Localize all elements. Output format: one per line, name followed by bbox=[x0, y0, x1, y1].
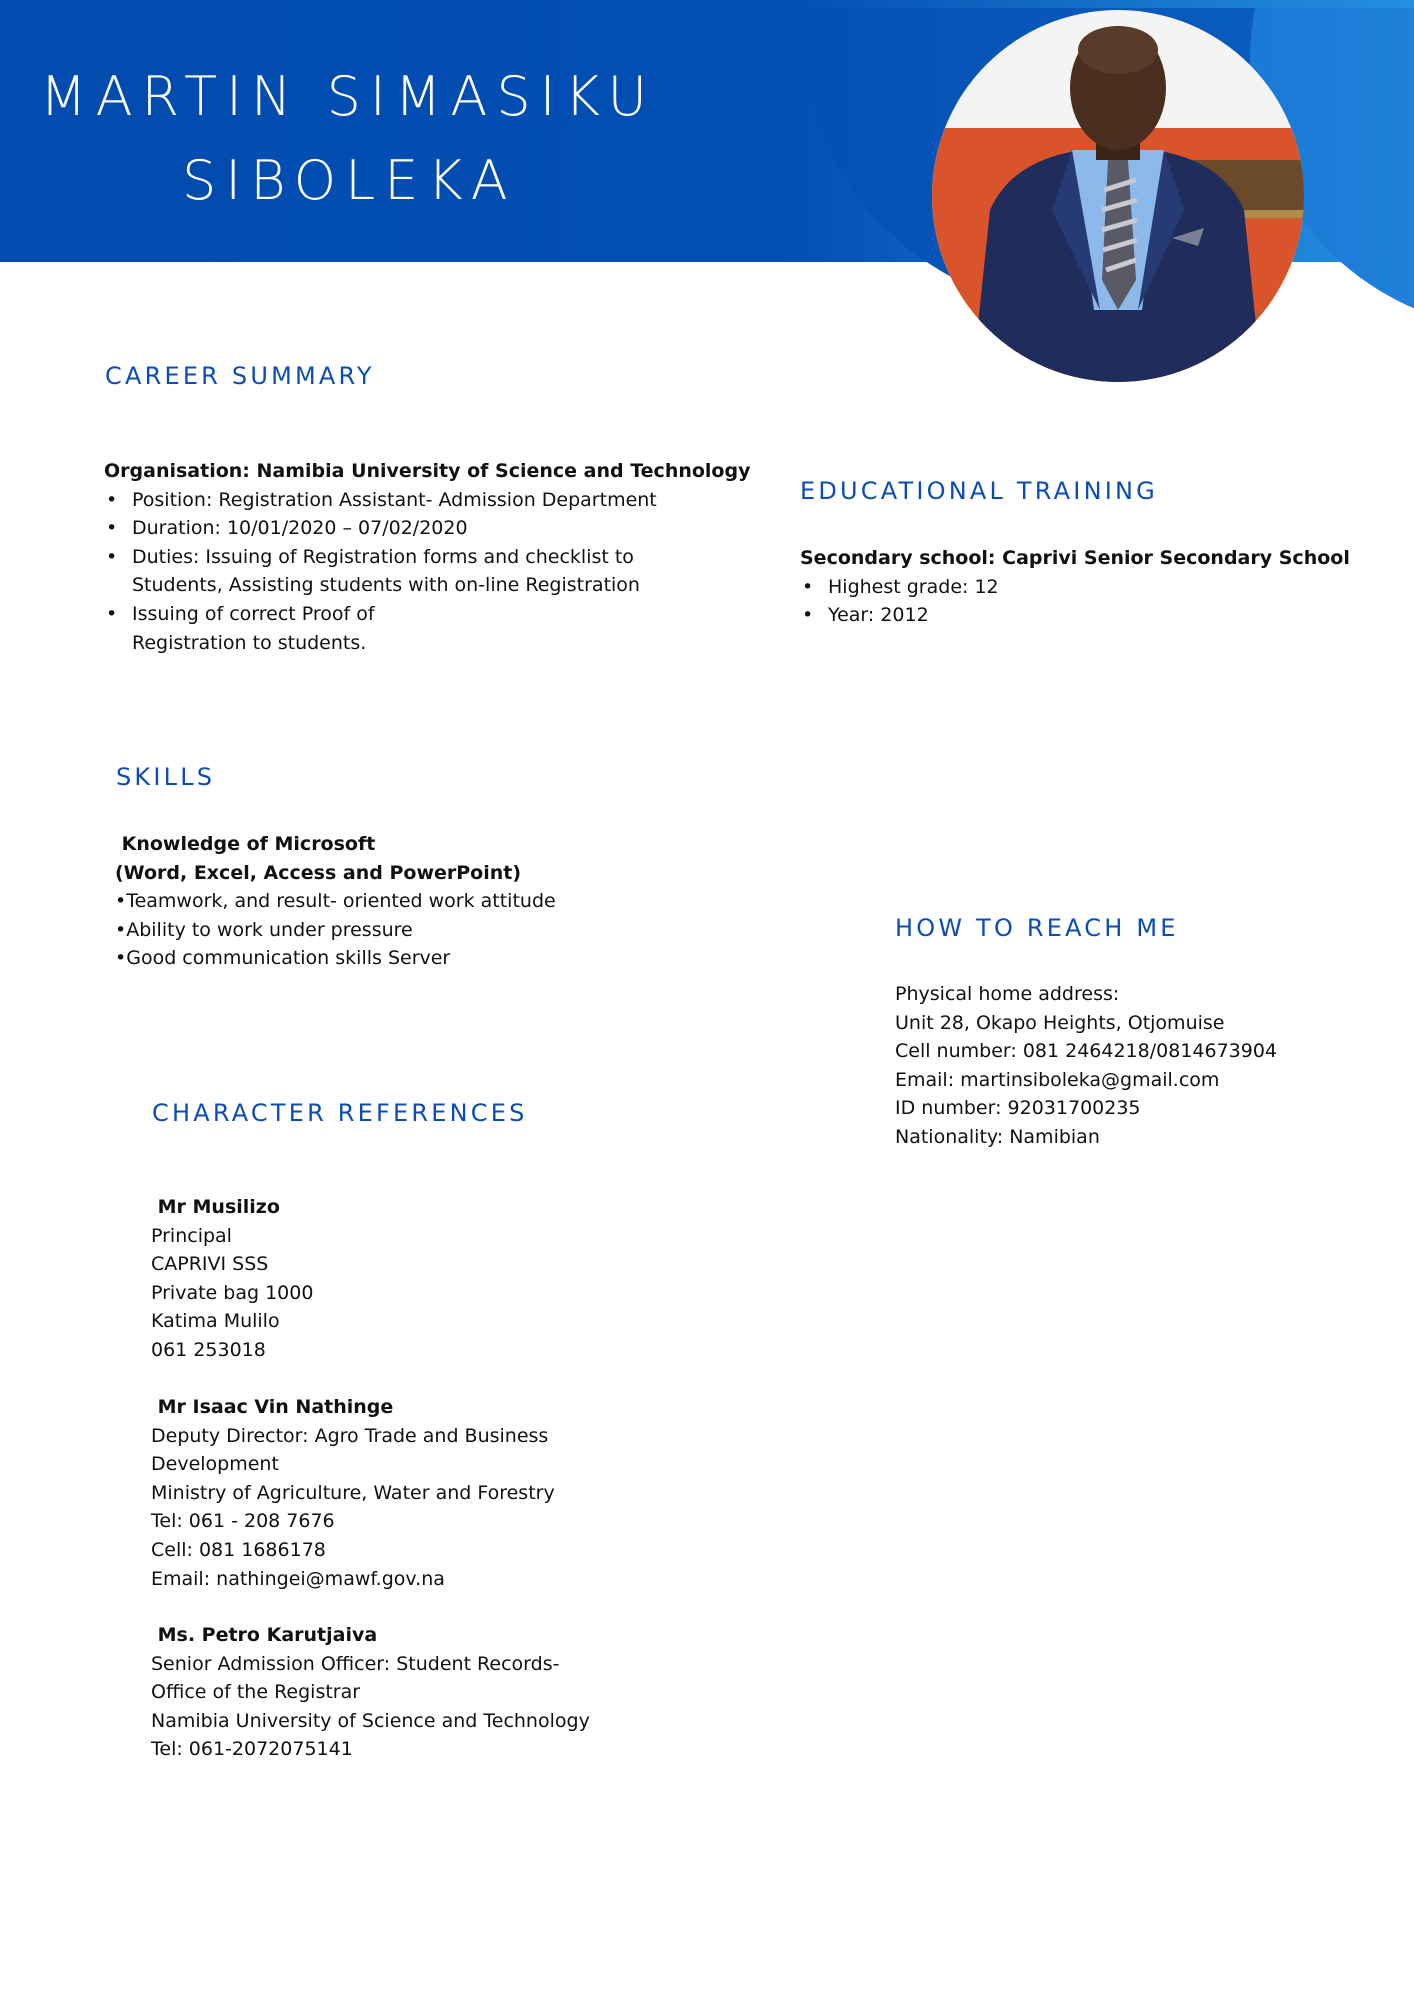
reference-line: Development bbox=[151, 1453, 279, 1476]
reference-line: Cell: 081 1686178 bbox=[151, 1538, 326, 1561]
reference-name: Ms. Petro Karutjaiva bbox=[151, 1624, 378, 1646]
education-items-list bbox=[800, 573, 1350, 630]
reference-line: Tel: 061-2072075141 bbox=[151, 1738, 353, 1761]
profile-photo bbox=[932, 10, 1304, 382]
education-item: • Year: 2012 bbox=[800, 601, 1350, 630]
school-line: Secondary school: Caprivi Senior Secondary School bbox=[800, 547, 1350, 569]
reference-line: Office of the Registrar bbox=[151, 1681, 361, 1704]
reference-name: Mr Isaac Vin Nathinge bbox=[151, 1396, 394, 1418]
reference-line: Private bag 1000 bbox=[151, 1281, 314, 1304]
contact-email: Email: martinsiboleka@gmail.com bbox=[895, 1068, 1220, 1091]
contact-heading: HOW TO REACH ME bbox=[895, 914, 1179, 942]
career-item-text: • Position: Registration Assistant- Admission Department bbox=[132, 488, 657, 511]
reference-line: Namibia University of Science and Technology bbox=[151, 1709, 590, 1732]
contact-nationality: Nationality: Namibian bbox=[895, 1125, 1100, 1148]
skills-section bbox=[115, 830, 556, 973]
skills-microsoft-line-1: Knowledge of Microsoft bbox=[115, 833, 376, 855]
reference-musilizo bbox=[151, 1193, 313, 1365]
person-photo-icon bbox=[932, 10, 1304, 382]
reference-karutjaiva bbox=[151, 1621, 590, 1764]
reference-nathinge bbox=[151, 1393, 555, 1593]
career-item-proof bbox=[104, 600, 750, 657]
reference-line: CAPRIVI SSS bbox=[151, 1253, 269, 1276]
reference-email: Email: nathingei@mawf.gov.na bbox=[151, 1567, 445, 1590]
contact-address: Unit 28, Okapo Heights, Otjomuise bbox=[895, 1011, 1225, 1034]
organisation-line: Organisation: Namibia University of Science and Technology bbox=[104, 460, 751, 482]
career-item-duties bbox=[104, 543, 750, 600]
contact-address-label: Physical home address: bbox=[895, 983, 1120, 1005]
contact-section bbox=[895, 980, 1277, 1152]
contact-cell: Cell number: 081 2464218/0814673904 bbox=[895, 1040, 1278, 1063]
career-items-list bbox=[104, 486, 750, 658]
education-section bbox=[800, 544, 1350, 630]
career-summary-section bbox=[104, 457, 750, 657]
reference-line: Ministry of Agriculture, Water and Forestry bbox=[151, 1481, 555, 1504]
education-item: • Highest grade: 12 bbox=[800, 573, 1350, 602]
reference-line: Senior Admission Officer: Student Records- bbox=[151, 1652, 560, 1675]
name-line-1: MARTIN SIMASIKU bbox=[40, 65, 657, 128]
skills-microsoft-line-2: (Word, Excel, Access and PowerPoint) bbox=[115, 861, 522, 884]
reference-name: Mr Musilizo bbox=[151, 1196, 280, 1218]
reference-line: Principal bbox=[151, 1224, 232, 1247]
career-item-text: Registration to students. bbox=[132, 631, 367, 654]
reference-line: Deputy Director: Agro Trade and Business bbox=[151, 1424, 549, 1447]
career-item-text: Students, Assisting students with on-line Registration bbox=[132, 574, 640, 597]
references-heading: CHARACTER REFERENCES bbox=[152, 1099, 528, 1127]
reference-line: Katima Mulilo bbox=[151, 1310, 280, 1333]
career-summary-heading: CAREER SUMMARY bbox=[105, 362, 375, 390]
career-item-text: • Duration: 10/01/2020 – 07/02/2020 bbox=[132, 517, 468, 540]
skill-item: • Ability to work under pressure bbox=[115, 916, 556, 945]
name-line-2: SIBOLEKA bbox=[182, 149, 517, 212]
education-heading: EDUCATIONAL TRAINING bbox=[800, 477, 1158, 505]
skill-item: • Teamwork, and result- oriented work attitude bbox=[115, 887, 556, 916]
career-item-text: • Duties: Issuing of Registration forms and checklist to bbox=[132, 545, 634, 568]
reference-line: 061 253018 bbox=[151, 1338, 266, 1361]
skill-item: • Good communication skills Server bbox=[115, 944, 556, 973]
reference-line: Tel: 061 - 208 7676 bbox=[151, 1510, 335, 1533]
contact-id: ID number: 92031700235 bbox=[895, 1097, 1141, 1120]
career-item-text: • Issuing of correct Proof of bbox=[132, 602, 375, 625]
career-item-duration bbox=[104, 514, 750, 543]
skills-heading: SKILLS bbox=[116, 763, 216, 791]
career-item-position bbox=[104, 486, 750, 515]
